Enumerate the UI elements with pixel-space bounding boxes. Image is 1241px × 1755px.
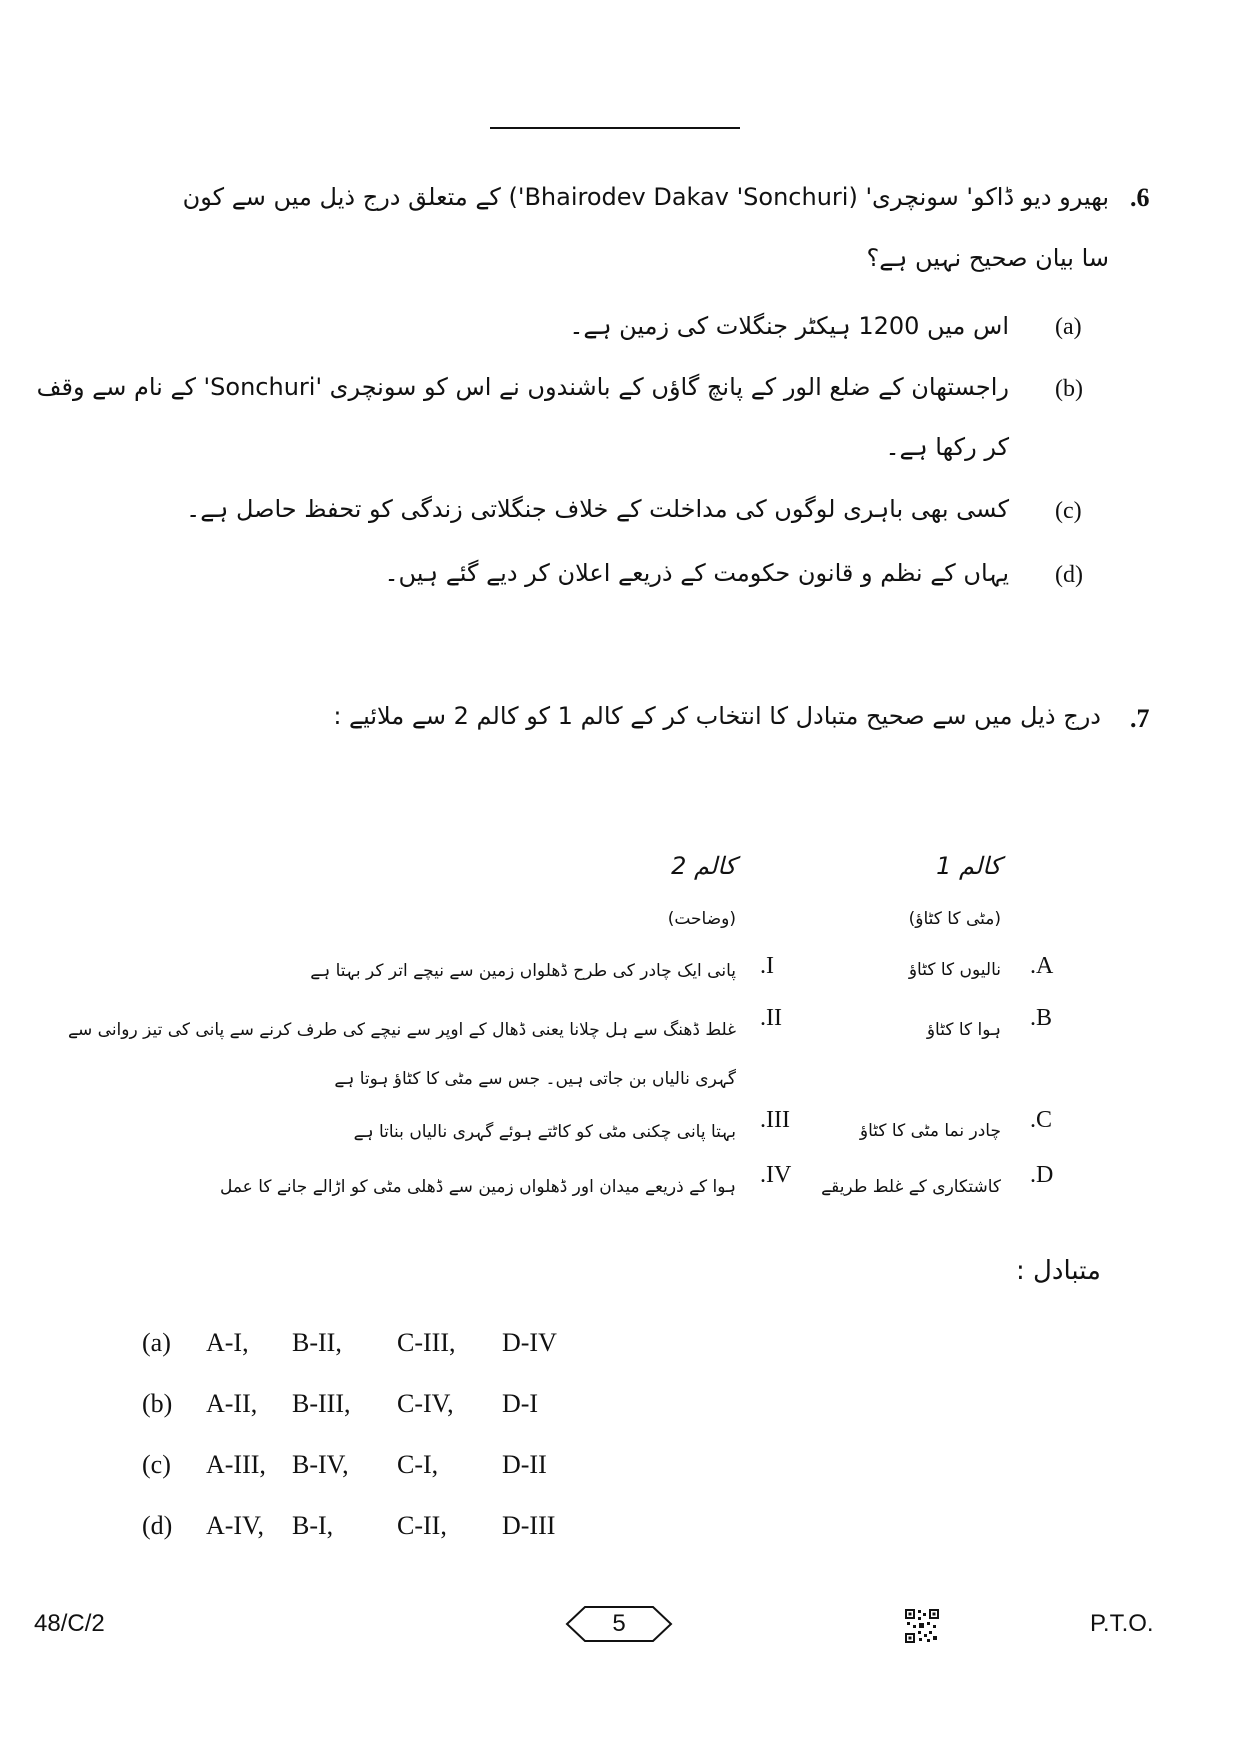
q7-row-a-left: نالیوں کا کٹاؤ [908, 960, 1001, 980]
q7-choice-c-label: (c) [142, 1450, 171, 1479]
q7-prompt: درج ذیل میں سے صحیح متبادل کا انتخاب کر کے کالم 1 کو کالم 2 سے ملائیے : [333, 702, 1101, 730]
q7-row-b-right: غلط ڈھنگ سے ہل چلانا یعنی ڈھال کے اوپر سے نیچے کی طرف کرنے سے پانی کی تیز روانی سے [68, 1020, 736, 1040]
q6-option-a-label: (a) [1055, 314, 1082, 340]
q7-row-a-right: پانی ایک چادر کی طرح ڈھلواں زمین سے نیچے اتر کر بہتا ہے [310, 961, 736, 981]
q7-choice-c-pair-3: C-I, [397, 1450, 439, 1479]
top-rule [490, 127, 740, 129]
q7-choice-d-pair-1: A-IV, [206, 1511, 265, 1540]
q7-col2-title: کالم 2 [671, 852, 736, 880]
q7-row-b-roman: .II [760, 1005, 782, 1031]
q7-choice-c-pair-2: B-IV, [292, 1450, 349, 1479]
q6-option-c-label: (c) [1055, 498, 1082, 524]
q7-choice-a-pair-2: B-II, [292, 1328, 342, 1357]
q7-row-c-left: چادر نما مٹی کا کٹاؤ [859, 1121, 1001, 1141]
q7-choice-b-pair-2: B-III, [292, 1389, 351, 1418]
q7-choice-a-pair-4: D-IV [502, 1328, 557, 1357]
q6-number: .6 [1130, 183, 1150, 212]
q6-option-d-label: (d) [1055, 562, 1083, 588]
q7-choice-d-label: (d) [142, 1511, 173, 1540]
q7-row-d-roman: .IV [760, 1162, 792, 1188]
q7-choice-c-pair-1: A-III, [206, 1450, 266, 1479]
q7-choice-d-pair-3: C-II, [397, 1511, 447, 1540]
pto-label: P.T.O. [1090, 1610, 1154, 1637]
q6-option-c-text: کسی بھی باہری لوگوں کی مداخلت کے خلاف جنگلاتی زندگی کو تحفظ حاصل ہے۔ [186, 495, 1009, 523]
q7-row-c-letter: .C [1030, 1107, 1053, 1133]
page-number: 5 [612, 1610, 626, 1637]
q7-row-a-letter: .A [1030, 953, 1054, 979]
q7-row-d-letter: .D [1030, 1162, 1054, 1188]
q7-col1-title: کالم 1 [936, 852, 1001, 880]
q7-choice-d-pair-4: D-III [502, 1511, 556, 1540]
qr-code-icon [905, 1609, 939, 1643]
q7-row-c-right: بہتا پانی چکنی مٹی کو کاٹتے ہوئے گہری نالیاں بناتا ہے [353, 1122, 736, 1142]
q6-stem-line2: سا بیان صحیح نہیں ہے؟ [866, 244, 1109, 272]
q7-row-d-right: ہوا کے ذریعے میدان اور ڈھلواں زمین سے ڈھلی مٹی کو اڑالے جانے کا عمل [219, 1177, 736, 1197]
paper-code: 48/C/2 [34, 1610, 105, 1637]
q7-number: .7 [1130, 704, 1150, 733]
q6-option-b-text-line2: کر رکھا ہے۔ [885, 433, 1009, 461]
q7-choice-b-pair-1: A-II, [206, 1389, 258, 1418]
q7-choice-a-pair-3: C-III, [397, 1328, 456, 1357]
q7-col2-subtitle: (وضاحت) [667, 909, 736, 929]
q7-col1-subtitle: (مٹی کا کٹاؤ) [908, 909, 1001, 929]
q6-option-a-text: اس میں 1200 ہیکٹر جنگلات کی زمین ہے۔ [569, 312, 1009, 340]
q7-choice-b-pair-3: C-IV, [397, 1389, 454, 1418]
q7-choice-a-label: (a) [142, 1328, 171, 1357]
q7-row-b-letter: .B [1030, 1005, 1053, 1031]
q7-choice-d-pair-2: B-I, [292, 1511, 334, 1540]
q7-choice-b-pair-4: D-I [502, 1389, 539, 1418]
q6-option-b-text: راجستھان کے ضلع الور کے پانچ گاؤں کے باشندوں نے اس کو سونچری 'Sonchuri' کے نام سے وقف [36, 373, 1009, 401]
q6-option-b-label: (b) [1055, 376, 1083, 402]
q6-option-d-text: یہاں کے نظم و قانون حکومت کے ذریعے اعلان کر دیے گئے ہیں۔ [384, 559, 1009, 587]
q7-choices-heading: متبادل : [1015, 1256, 1101, 1286]
q7-choice-b-label: (b) [142, 1389, 173, 1418]
q6-stem-line1: بھیرو دیو ڈاکو' سونچری' (Bhairodev Dakav 'Sonchuri') کے متعلق درج ذیل میں سے کون [182, 183, 1109, 211]
q7-row-c-roman: .III [760, 1107, 790, 1133]
q7-row-b-left: ہوا کا کٹاؤ [926, 1020, 1001, 1040]
q7-row-a-roman: .I [760, 953, 774, 979]
q7-row-d-left: کاشتکاری کے غلط طریقے [821, 1177, 1001, 1197]
q7-row-b-right-line2: گہری نالیاں بن جاتی ہیں۔ جس سے مٹی کا کٹاؤ ہوتا ہے [334, 1069, 736, 1089]
q7-choice-c-pair-4: D-II [502, 1450, 547, 1479]
q7-choice-a-pair-1: A-I, [206, 1328, 249, 1357]
